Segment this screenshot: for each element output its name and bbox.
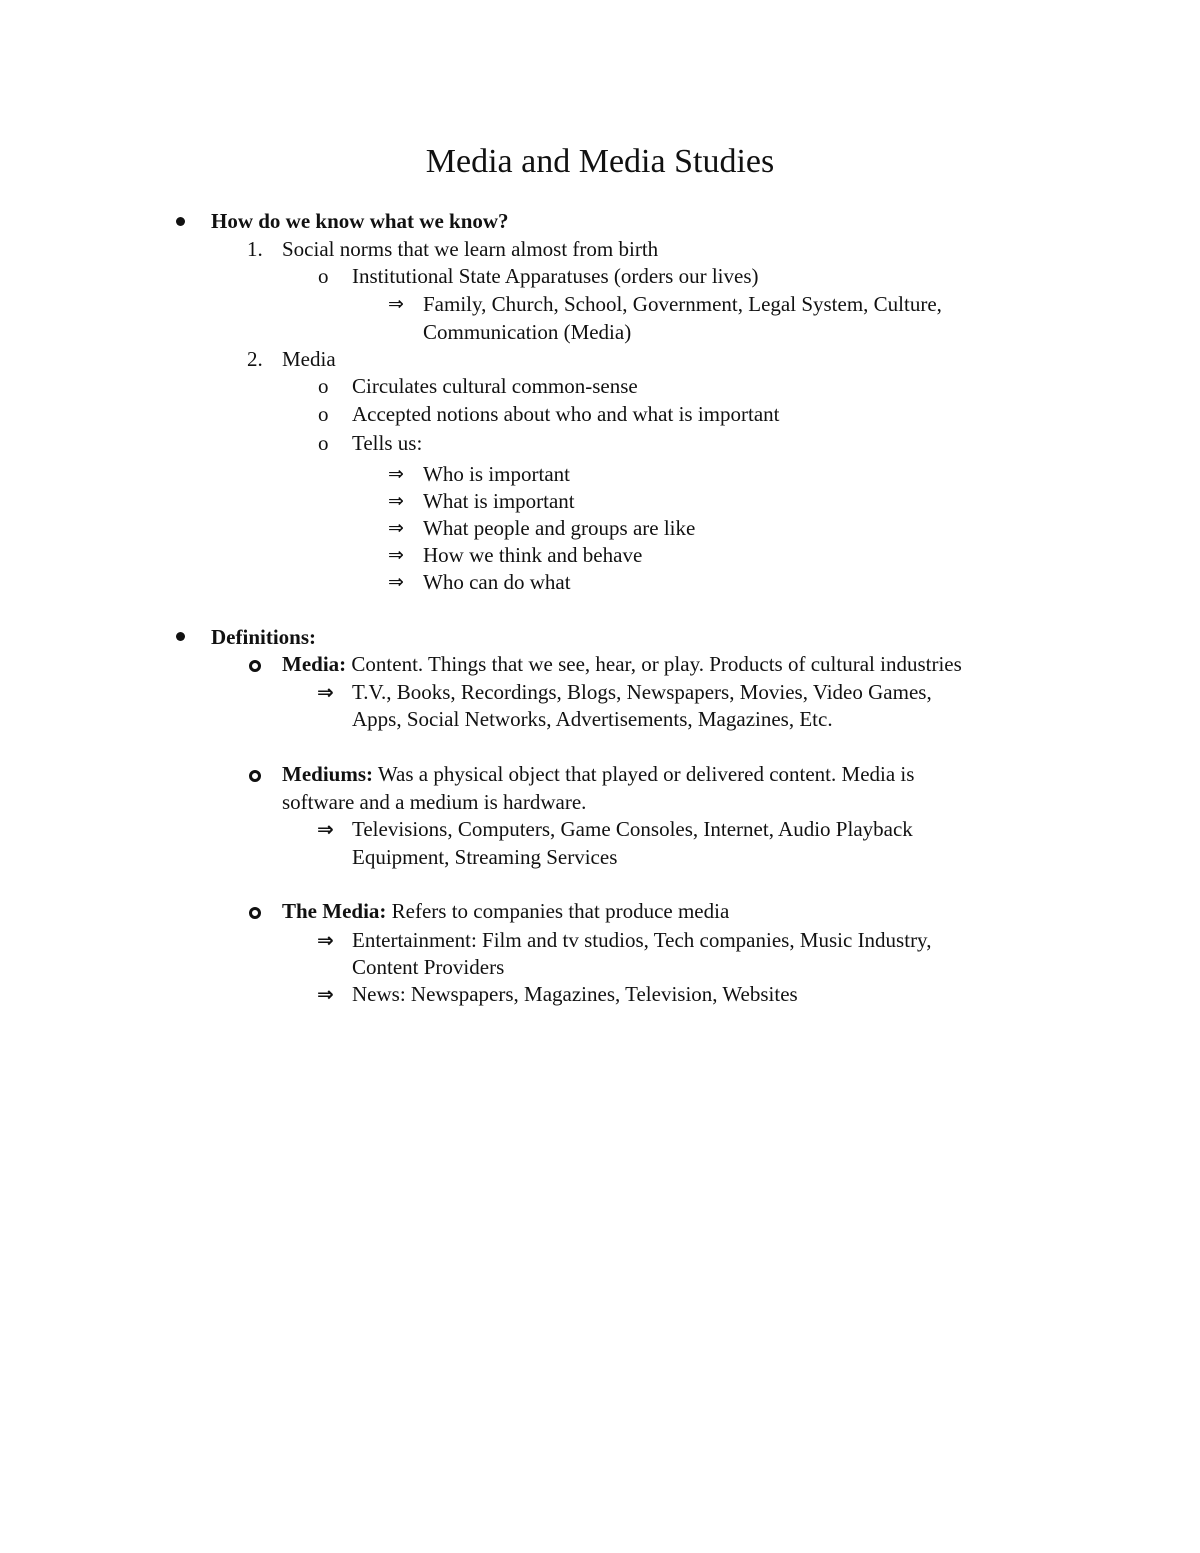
list-item-tells-us-3: What people and groups are like bbox=[423, 516, 696, 540]
bullet-dot-icon bbox=[176, 217, 185, 226]
list-item-tells-us-1: Who is important bbox=[423, 462, 570, 486]
ring-bullet-icon bbox=[249, 907, 261, 919]
list-item-tells-us-5: Who can do what bbox=[423, 570, 571, 594]
arrow-icon: ⇒ bbox=[317, 928, 334, 952]
media-examples-2: Apps, Social Networks, Advertisements, Magazines, Etc. bbox=[352, 707, 833, 731]
definition-the-media: The Media: Refers to companies that produce media bbox=[282, 899, 730, 923]
list-item-isa: Institutional State Apparatuses (orders our lives) bbox=[352, 264, 759, 288]
mediums-examples-2: Equipment, Streaming Services bbox=[352, 845, 618, 869]
arrow-icon: ⇒ bbox=[388, 463, 404, 485]
media-examples-1: T.V., Books, Recordings, Blogs, Newspapers, Movies, Video Games, bbox=[352, 680, 932, 704]
list-item-tells-us: Tells us: bbox=[352, 431, 423, 455]
definition-media: Media: Content. Things that we see, hear, or play. Products of cultural industries bbox=[282, 652, 962, 676]
list-item-tells-us-4: How we think and behave bbox=[423, 543, 643, 567]
the-media-news: News: Newspapers, Magazines, Television, Websites bbox=[352, 982, 798, 1006]
ring-marker: o bbox=[318, 402, 329, 426]
arrow-icon: ⇒ bbox=[388, 571, 404, 593]
arrow-icon: ⇒ bbox=[388, 544, 404, 566]
list-item-social-norms: Social norms that we learn almost from birth bbox=[282, 237, 659, 261]
page-title: Media and Media Studies bbox=[425, 143, 775, 180]
arrow-icon: ⇒ bbox=[388, 490, 404, 512]
ring-bullet-icon bbox=[249, 660, 261, 672]
bullet-dot-icon bbox=[176, 632, 185, 641]
ring-marker: o bbox=[318, 264, 329, 288]
ring-marker: o bbox=[318, 374, 329, 398]
ring-marker: o bbox=[318, 431, 329, 455]
the-media-entertainment-2: Content Providers bbox=[352, 955, 505, 979]
ring-bullet-icon bbox=[249, 770, 261, 782]
list-item-tells-us-2: What is important bbox=[423, 489, 575, 513]
arrow-icon: ⇒ bbox=[317, 817, 334, 841]
section-heading-knowledge: How do we know what we know? bbox=[211, 209, 509, 233]
section-heading-definitions: Definitions: bbox=[211, 625, 316, 649]
list-item-institutions-2: Communication (Media) bbox=[423, 320, 632, 344]
list-number-1: 1. bbox=[247, 237, 263, 261]
list-number-2: 2. bbox=[247, 347, 263, 371]
the-media-entertainment-1: Entertainment: Film and tv studios, Tech companies, Music Industry, bbox=[352, 928, 932, 952]
definition-mediums-1: Mediums: Was a physical object that played or delivered content. Media is bbox=[282, 762, 915, 786]
list-item-institutions-1: Family, Church, School, Government, Legal System, Culture, bbox=[423, 292, 942, 316]
arrow-icon: ⇒ bbox=[388, 517, 404, 539]
arrow-icon: ⇒ bbox=[317, 982, 334, 1006]
list-item-media: Media bbox=[282, 347, 336, 371]
arrow-icon: ⇒ bbox=[317, 680, 334, 704]
list-item-circulates: Circulates cultural common-sense bbox=[352, 374, 638, 398]
definition-mediums-2: software and a medium is hardware. bbox=[282, 790, 587, 814]
arrow-icon: ⇒ bbox=[388, 293, 404, 315]
mediums-examples-1: Televisions, Computers, Game Consoles, Internet, Audio Playback bbox=[352, 817, 913, 841]
list-item-accepted-notions: Accepted notions about who and what is important bbox=[352, 402, 780, 426]
